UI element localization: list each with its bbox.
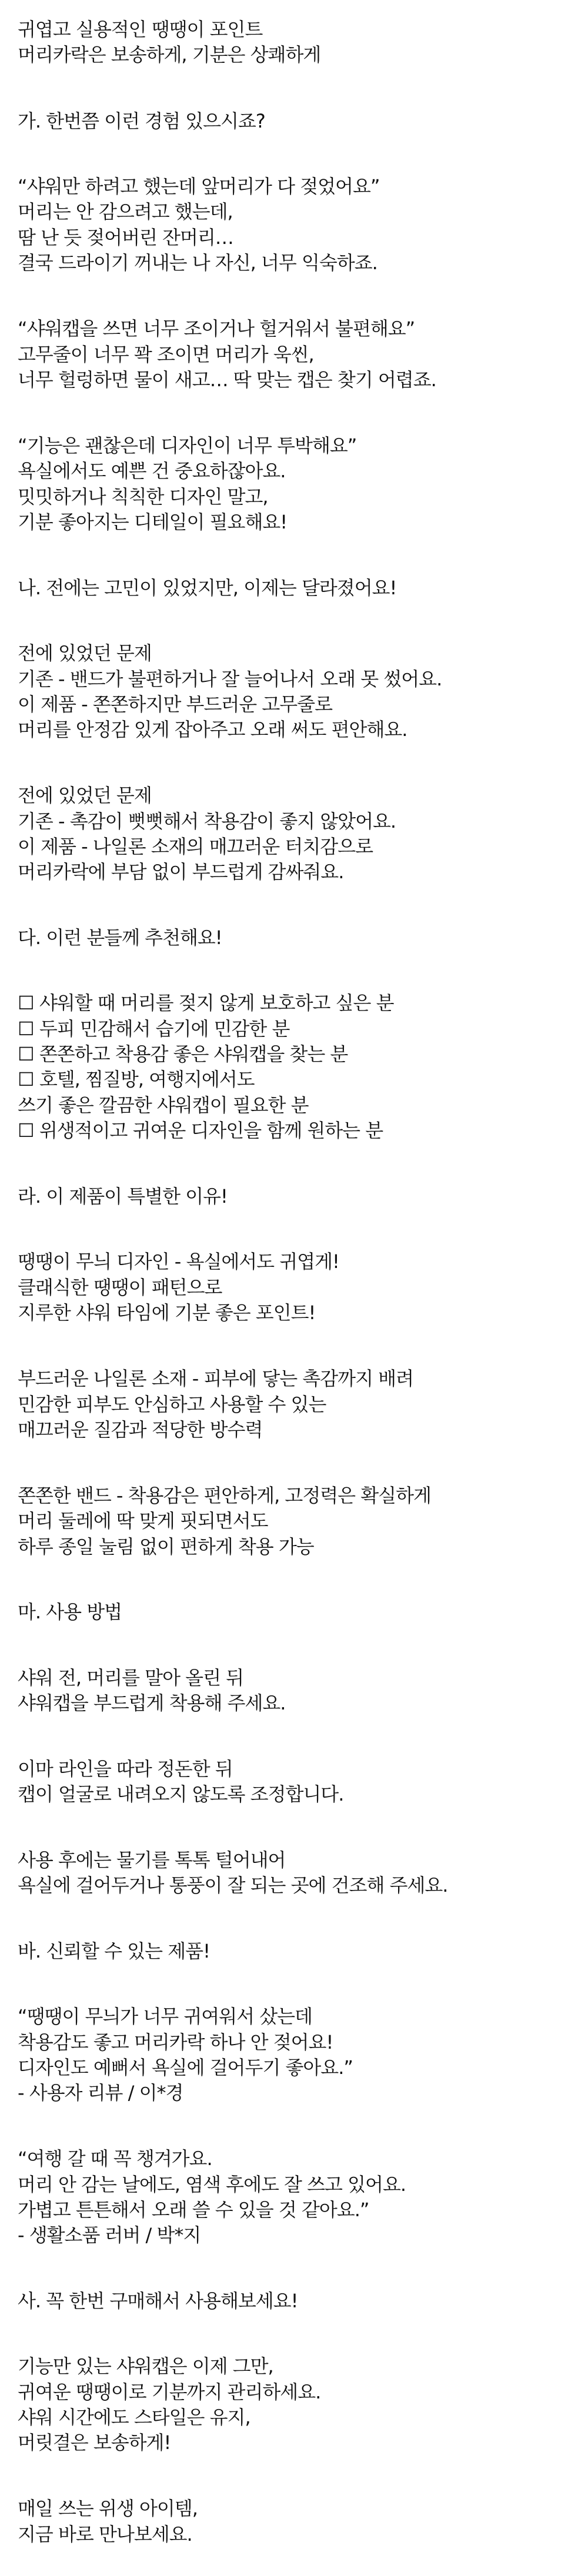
text-line: 쓰기 좋은 깔끔한 샤워캡이 필요한 분 <box>18 1094 309 1116</box>
text-line: 귀엽고 실용적인 땡땡이 포인트 <box>18 18 263 41</box>
text-line: 나. 전에는 고민이 있었지만, 이제는 달라졌어요! <box>18 577 397 599</box>
text-line: 사용 후에는 물기를 톡톡 털어내어 <box>18 1849 286 1871</box>
text-line: 기존 - 촉감이 뻣뻣해서 착용감이 좋지 않았어요. <box>18 810 396 832</box>
text-line: 머리카락은 보송하게, 기분은 상쾌하게 <box>18 44 321 66</box>
text-line: 밋밋하거나 칙칙한 디자인 말고, <box>18 486 268 508</box>
text-line: “땡땡이 무늬가 너무 귀여워서 샀는데 <box>18 2005 312 2028</box>
text-line: - 생활소품 러버 / 박*지 <box>18 2224 201 2246</box>
text-line: “여행 갈 때 꼭 챙겨가요. <box>18 2147 212 2170</box>
text-line: 매끄러운 질감과 적당한 방수력 <box>18 1419 263 1441</box>
text-line: 샤워캡을 부드럽게 착용해 주세요. <box>18 1692 286 1714</box>
text-line: 땀 난 듯 젖어버린 잔머리… <box>18 226 233 249</box>
text-line: 다. 이런 분들께 추천해요! <box>18 926 222 949</box>
text-line: 바. 신뢰할 수 있는 제품! <box>18 1940 210 1962</box>
text-line: 고무줄이 너무 꽉 조이면 머리가 욱씬, <box>18 343 314 366</box>
text-line: 클래식한 땡땡이 패턴으로 <box>18 1276 222 1299</box>
text-line: “기능은 괜찮은데 디자인이 너무 투박해요” <box>18 434 357 457</box>
text-line: 욕실에 걸어두거나 통풍이 잘 되는 곳에 건조해 주세요. <box>18 1874 448 1896</box>
text-line: 부드러운 나일론 소재 - 피부에 닿는 촉감까지 배려 <box>18 1367 413 1390</box>
text-line: 머릿결은 보송하게! <box>18 2431 171 2454</box>
text-line: - 사용자 리뷰 / 이*경 <box>18 2082 183 2104</box>
text-line: 머리를 안정감 있게 잡아주고 오래 써도 편안해요. <box>18 718 407 741</box>
text-line: 머리 안 감는 날에도, 염색 후에도 잘 쓰고 있어요. <box>18 2173 406 2196</box>
text-line: ☐ 샤워할 때 머리를 젖지 않게 보호하고 싶은 분 <box>18 992 394 1014</box>
text-line: 이 제품 - 나일론 소재의 매끄러운 터치감으로 <box>18 835 373 858</box>
text-line: 기존 - 밴드가 불편하거나 잘 늘어나서 오래 못 썼어요. <box>18 668 442 690</box>
text-line: 이마 라인을 따라 정돈한 뒤 <box>18 1758 233 1780</box>
text-line: 디자인도 예뻐서 욕실에 걸어두기 좋아요.” <box>18 2056 353 2079</box>
text-line: 귀여운 땡땡이로 기분까지 관리하세요. <box>18 2381 321 2403</box>
text-line: 민감한 피부도 안심하고 사용할 수 있는 <box>18 1393 326 1416</box>
text-line: 결국 드라이기 꺼내는 나 자신, 너무 익숙하죠. <box>18 252 377 274</box>
text-line: 기분 좋아지는 디테일이 필요해요! <box>18 511 288 533</box>
text-line: “샤워만 하려고 했는데 앞머리가 다 젖었어요” <box>18 175 380 198</box>
text-line: 지금 바로 만나보세요. <box>18 2523 192 2545</box>
text-line: 너무 헐렁하면 물이 새고… 딱 맞는 캡은 찾기 어렵죠. <box>18 369 436 391</box>
text-line: 머리는 안 감으려고 했는데, <box>18 200 233 223</box>
text-line: 샤워 전, 머리를 말아 올린 뒤 <box>18 1667 244 1689</box>
text-line: 착용감도 좋고 머리카락 하나 안 젖어요! <box>18 2031 333 2053</box>
text-line: 라. 이 제품이 특별한 이유! <box>18 1185 228 1207</box>
text-line: 사. 꼭 한번 구매해서 사용해보세요! <box>18 2290 298 2312</box>
text-line: 전에 있었던 문제 <box>18 784 152 807</box>
text-line: 마. 사용 방법 <box>18 1601 122 1623</box>
text-line: 욕실에서도 예쁜 건 중요하잖아요. <box>18 460 286 482</box>
text-line: 머리 둘레에 딱 맞게 핏되면서도 <box>18 1510 268 1532</box>
text-line: ☐ 두피 민감해서 습기에 민감한 분 <box>18 1018 290 1040</box>
text-line: 지루한 샤워 타임에 기분 좋은 포인트! <box>18 1302 316 1324</box>
text-line: 이 제품 - 쫀쫀하지만 부드러운 고무줄로 <box>18 693 332 715</box>
text-line: 가볍고 튼튼해서 오래 쓸 수 있을 것 같아요.” <box>18 2199 369 2221</box>
text-line: ☐ 쫀쫀하고 착용감 좋은 샤워캡을 찾는 분 <box>18 1043 348 1065</box>
text-line: 기능만 있는 샤워캡은 이제 그만, <box>18 2355 273 2377</box>
text-line: 하루 종일 눌림 없이 편하게 착용 가능 <box>18 1535 314 1558</box>
text-line: 캡이 얼굴로 내려오지 않도록 조정합니다. <box>18 1783 344 1805</box>
text-line: 가. 한번쯤 이런 경험 있으시죠? <box>18 110 265 132</box>
text-line: 땡땡이 무늬 디자인 - 욕실에서도 귀엽게! <box>18 1250 339 1273</box>
text-line: 샤워 시간에도 스타일은 유지, <box>18 2406 250 2428</box>
text-line: “샤워캡을 쓰면 너무 조이거나 헐거워서 불편해요” <box>18 317 415 340</box>
text-line: ☐ 호텔, 찜질방, 여행지에서도 <box>18 1068 255 1090</box>
text-line: 머리카락에 부담 없이 부드럽게 감싸줘요. <box>18 861 344 883</box>
text-line: 전에 있었던 문제 <box>18 642 152 664</box>
text-line: 쫀쫀한 밴드 - 착용감은 편안하게, 고정력은 확실하게 <box>18 1484 431 1507</box>
text-line: ☐ 위생적이고 귀여운 디자인을 함께 원하는 분 <box>18 1119 383 1142</box>
text-line: 매일 쓰는 위생 아이템, <box>18 2497 198 2520</box>
